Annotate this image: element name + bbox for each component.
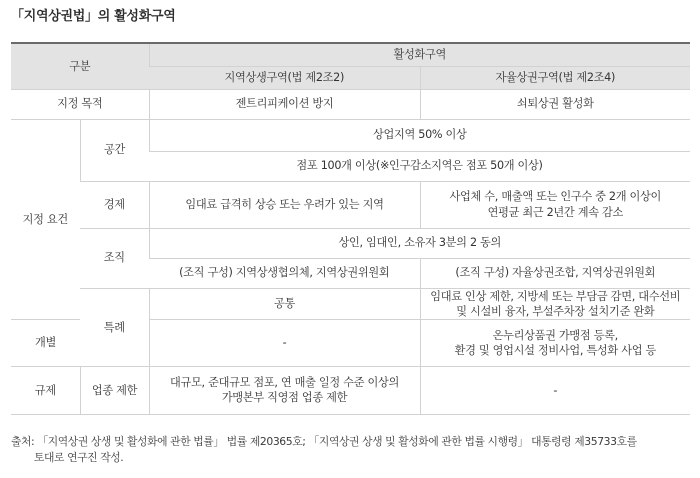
space-label: 공간: [80, 119, 149, 181]
regulation-col1-line2: 가맹본부 직영점 업종 제한: [221, 391, 348, 405]
organization-col1: (조직 구성) 지역상생협의체, 지역상권위원회: [149, 258, 420, 288]
special-individual-col2-line2: 환경 및 영업시설 정비사업, 특성화 사업 등: [454, 343, 656, 357]
document-title: 「지역상권법」의 활성화구역: [11, 9, 176, 24]
purpose-label: 지정 목적: [11, 89, 149, 119]
special-common-label: 공통: [149, 288, 420, 319]
regulation-col2: -: [420, 366, 690, 414]
header-autonomous-commercial-zone: 자율상권구역(법 제2조4): [420, 66, 690, 89]
space-line2: 점포 100개 이상(※인구감소지역은 점포 50개 이상): [149, 151, 690, 181]
space-row-1: [11, 119, 690, 151]
header-category: 구분: [11, 43, 149, 89]
purpose-col1: 젠트리피케이션 방지: [149, 89, 420, 119]
special-common-text: 임대료 인상 제한, 지방세 또는 부담금 감면, 대수선비 및 시설비 융자, 부설주차장 설치기준 완화: [420, 288, 690, 319]
regulation-col1: [149, 366, 420, 414]
economy-col1: 임대료 급격히 상승 또는 우려가 있는 지역: [149, 181, 420, 228]
header-activation-zone: 활성화구역: [149, 43, 690, 66]
organization-label: 조직: [80, 228, 149, 288]
economy-col2-line2: 연평균 최근 2년간 계속 감소: [487, 205, 623, 219]
economy-row: [11, 181, 690, 228]
source-line1: 출처: 「지역상권 상생 및 활성화에 관한 법률」 법률 제20365호; 「지역상권 상생 및 활성화에 관한 법률 시행령」 대통령령 제35733호를: [11, 435, 637, 448]
regulation-sub-label: 업종 제한: [80, 366, 149, 414]
regulation-label: 규제: [11, 366, 80, 414]
organization-col2: (조직 구성) 자율상권조합, 지역상권위원회: [420, 258, 690, 288]
special-individual-col2-line1: 온누리상품권 가맹점 등록,: [492, 328, 618, 342]
activation-zone-table: [11, 42, 690, 415]
special-individual-label: 개별: [11, 319, 80, 366]
purpose-row: [11, 89, 690, 119]
space-line1: 상업지역 50% 이상: [149, 119, 690, 151]
economy-label: 경제: [80, 181, 149, 228]
organization-line1: 상인, 임대인, 소유자 3분의 2 동의: [149, 228, 690, 258]
economy-col2: [420, 181, 690, 228]
special-common-row: [11, 288, 690, 319]
source-line2: 토대로 연구진 작성.: [34, 451, 124, 464]
purpose-col2: 쇠퇴상권 활성화: [420, 89, 690, 119]
special-individual-col1: -: [149, 319, 420, 366]
economy-col2-line1: 사업체 수, 매출액 또는 인구수 중 2개 이상이: [449, 190, 662, 204]
special-label: 특례: [80, 288, 149, 366]
requirements-label: 지정 요건: [11, 119, 80, 319]
regulation-row: [11, 366, 690, 414]
organization-row-1: [11, 228, 690, 258]
table-header-row: [11, 43, 690, 66]
special-individual-col2: [420, 319, 690, 366]
source-note: [11, 434, 691, 466]
regulation-col1-line1: 대규모, 준대규모 점포, 연 매출 일정 수준 이상의: [170, 376, 399, 390]
header-local-coexistence-zone: 지역상생구역(법 제2조2): [149, 66, 420, 89]
